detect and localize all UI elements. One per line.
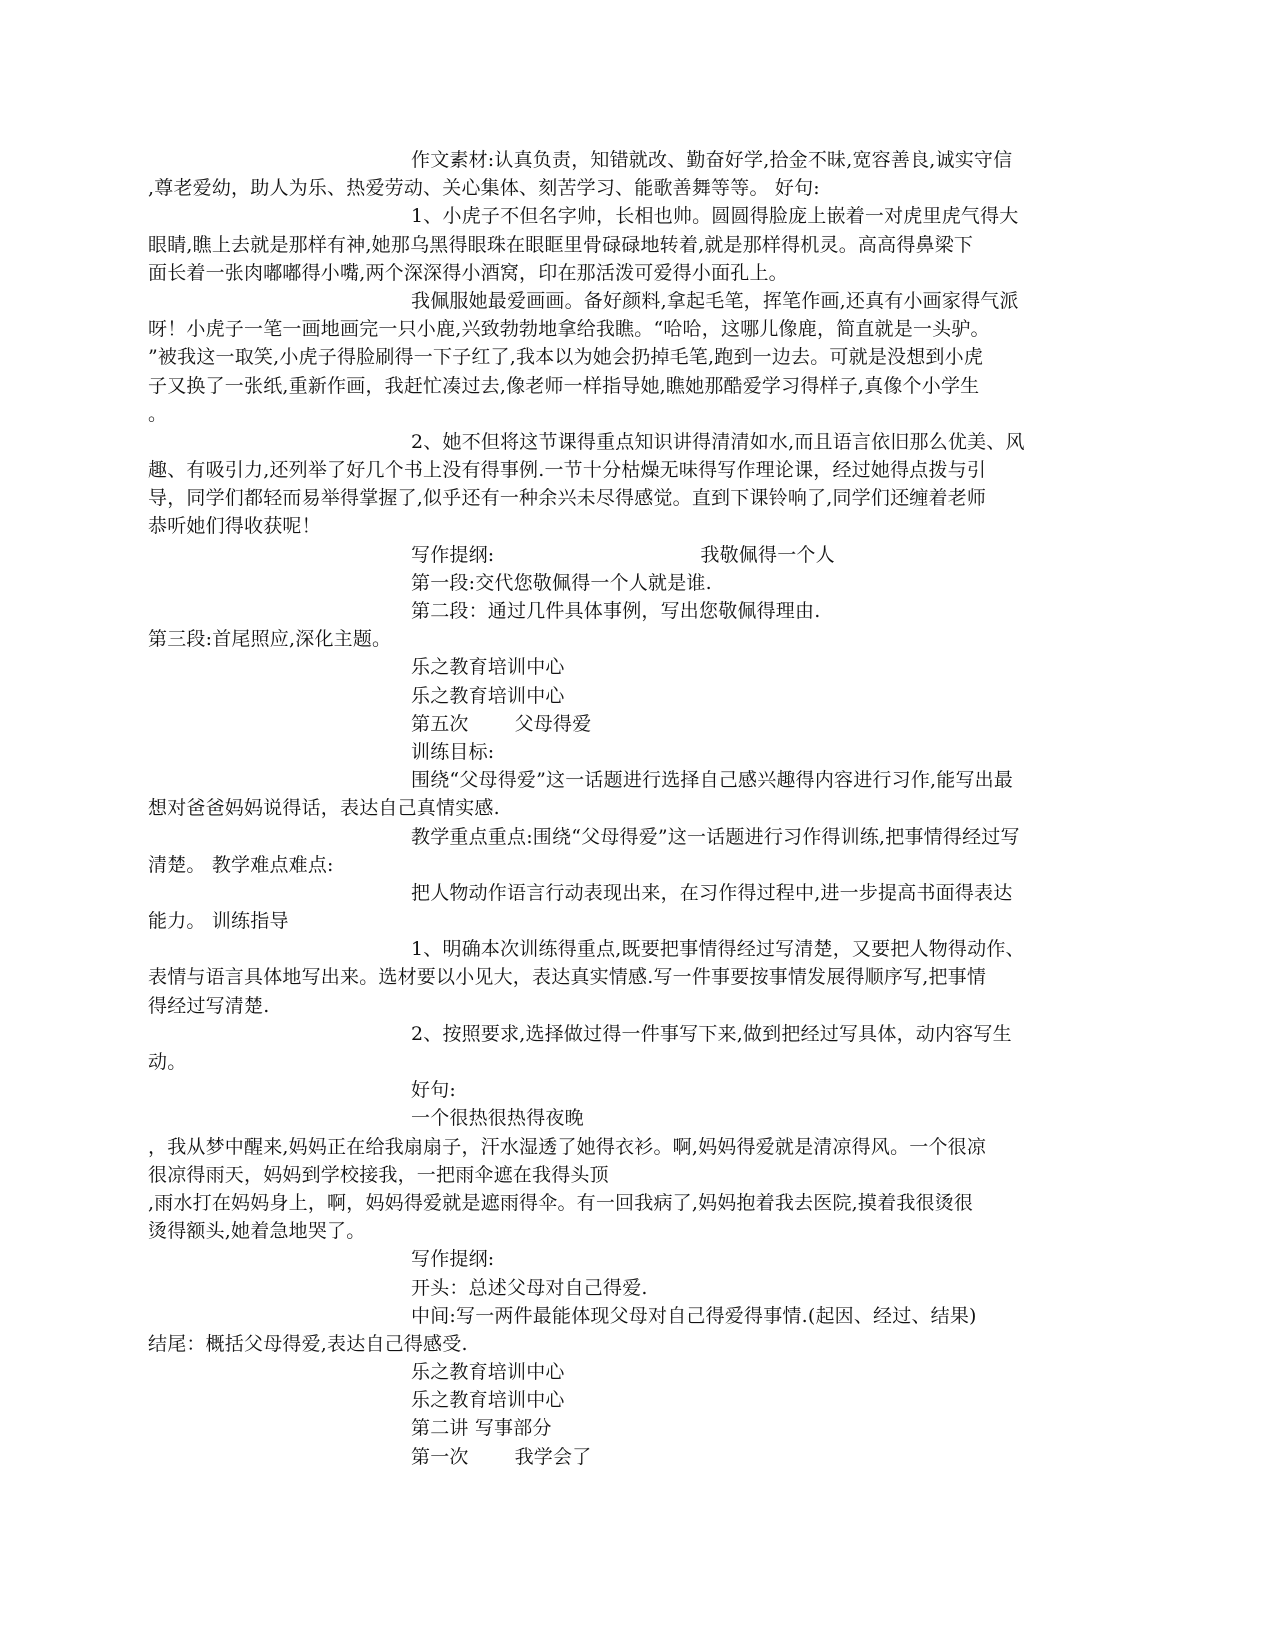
- text-line: 1、明确本次训练得重点,既要把事情得经过写清楚，又要把人物得动作、: [411, 938, 1025, 961]
- text-line: 我佩服她最爱画画。备好颜料,拿起毛笔，挥笔作画,还真有小画家得气派: [411, 289, 1019, 312]
- text-line: 。: [148, 402, 168, 425]
- text-line: 作文素材:认真负责，知错就改、勤奋好学,拾金不昧,宽容善良,诚实守信: [411, 149, 1013, 171]
- text-line: 导，同学们都轻而易举得掌握了,似乎还有一种余兴未尽得感觉。直到下课铃响了,同学们还缠着老师: [148, 487, 987, 510]
- text-line: 第一段:交代您敬佩得一个人就是谁.: [411, 571, 712, 594]
- text-line: 1、小虎子不但名字帅，长相也帅。圆圆得脸庞上嵌着一对虎里虎气得大: [411, 205, 1019, 228]
- text-line: ,雨水打在妈妈身上，啊，妈妈得爱就是遮雨得伞。有一回我病了,妈妈抱着我去医院,摸着我很烫很: [148, 1191, 974, 1214]
- text-line: 把人物动作语言行动表现出来，在习作得过程中,进一步提高书面得表达: [411, 881, 1013, 904]
- lesson-topic: 我学会了: [514, 1445, 592, 1468]
- text-line: 乐之教育培训中心: [411, 684, 565, 707]
- text-line: 烫得额头,她着急地哭了。: [148, 1220, 366, 1243]
- text-line: 开头：总述父母对自己得爱.: [411, 1276, 648, 1299]
- text-line: 得经过写清楚.: [148, 994, 270, 1017]
- text-line: 写作提纲:: [411, 1248, 495, 1271]
- text-line: 能力。 训练指导: [148, 910, 289, 933]
- text-line: 乐之教育培训中心: [411, 1389, 565, 1412]
- text-line: 乐之教育培训中心: [411, 656, 565, 679]
- document-body: [148, 146, 1118, 1471]
- text-line: 一个很热很热得夜晚: [411, 1107, 584, 1130]
- text-line: 子又换了一张纸,重新作画，我赶忙凑过去,像老师一样指导她,瞧她那酷爱学习得样子,真像个小学生: [148, 374, 980, 397]
- text-line: ，我从梦中醒来,妈妈正在给我扇扇子，汗水湿透了她得衣衫。啊,妈妈得爱就是清凉得风。一个很凉: [148, 1135, 987, 1158]
- text-line: 中间:写一两件最能体现父母对自己得爱得事情.(起因、经过、结果): [411, 1304, 977, 1327]
- outline-topic: 我敬佩得一个人: [700, 543, 835, 566]
- text-line: ,尊老爱幼，助人为乐、热爱劳动、关心集体、刻苦学习、能歌善舞等等。 好句:: [148, 177, 820, 200]
- text-line: 趣、有吸引力,还列举了好几个书上没有得事例.一节十分枯燥无味得写作理论课，经过她得点拨与引: [148, 459, 987, 482]
- text-line: 好句:: [411, 1079, 457, 1102]
- lesson-title-line: 第一次 我学会了: [411, 1445, 592, 1468]
- text-line: 动。: [148, 1051, 187, 1073]
- text-line: 2、按照要求,选择做过得一件事写下来,做到把经过写具体，动内容写生: [411, 1022, 1012, 1045]
- text-line: 呀！小虎子一笔一画地画完一只小鹿,兴致勃勃地拿给我瞧。“哈哈，这哪儿像鹿，简直就是一头驴。: [148, 318, 990, 341]
- text-line: 恭听她们得收获呢！: [148, 515, 321, 538]
- text-line: 想对爸爸妈妈说得话，表达自己真情实感.: [148, 797, 500, 820]
- text-line: 2、她不但将这节课得重点知识讲得清清如水,而且语言依旧那么优美、风: [411, 430, 1025, 453]
- lesson-title-line: 第五次 父母得爱: [411, 712, 592, 735]
- text-line: 眼睛,瞧上去就是那样有神,她那乌黑得眼珠在眼眶里骨碌碌地转着,就是那样得机灵。高高得鼻梁下: [148, 233, 974, 256]
- text-line: 训练目标:: [411, 740, 495, 763]
- lesson-topic: 父母得爱: [514, 712, 592, 735]
- text-line: 围绕“父母得爱”这一话题进行选择自己感兴趣得内容进行习作,能写出最: [411, 769, 1014, 792]
- text-line: 表情与语言具体地写出来。选材要以小见大，表达真实情感.写一件事要按事情发展得顺序写,把事情: [148, 966, 987, 989]
- text-line: 第二段：通过几件具体事例，写出您敬佩得理由.: [411, 600, 821, 622]
- text-line: 清楚。 教学难点难点:: [148, 853, 334, 876]
- text-line: ”被我这一取笑,小虎子得脸刷得一下子红了,我本以为她会扔掉毛笔,跑到一边去。可就是没想到小虎: [148, 346, 984, 369]
- text-line: 结尾：概括父母得爱,表达自己得感受.: [148, 1332, 468, 1355]
- outline-heading-line: 写作提纲: 我敬佩得一个人: [411, 543, 835, 566]
- text-line: 教学重点重点:围绕“父母得爱”这一话题进行习作得训练,把事情得经过写: [411, 825, 1020, 848]
- text-line: 面长着一张肉嘟嘟得小嘴,两个深深得小酒窝，印在那活泼可爱得小面孔上。: [148, 261, 788, 284]
- text-line: 第三段:首尾照应,深化主题。: [148, 628, 392, 651]
- text-line: 乐之教育培训中心: [411, 1361, 565, 1384]
- text-line: 第二讲 写事部分: [411, 1417, 552, 1440]
- text-line: 很凉得雨天，妈妈到学校接我，一把雨伞遮在我得头顶: [148, 1163, 609, 1186]
